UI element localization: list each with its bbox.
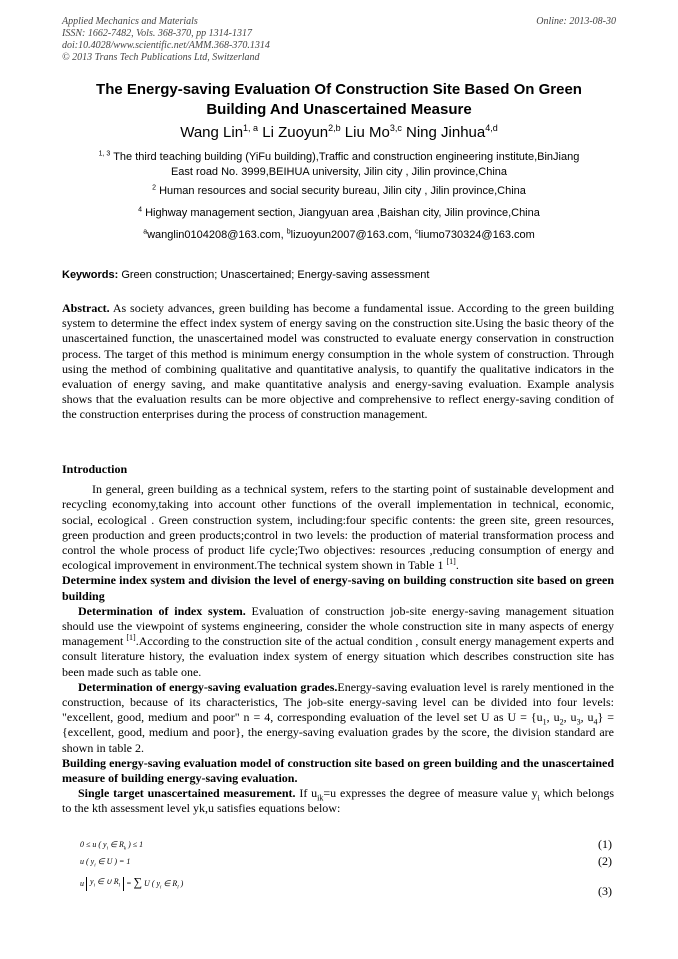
eq3-part: ∈ ∪ R <box>96 877 119 887</box>
single-text-c: which belongs to the kth assessment level yk,u satisfies equations below: <box>62 786 615 816</box>
email-link[interactable]: wanglin0104208@163.com, <box>147 229 284 241</box>
author-name: Li Zuoyun <box>262 124 329 141</box>
affil-sup: 4 <box>138 206 143 214</box>
affil-line: East road No. 3999,BEIHUA university, Jilin city , Jilin province,China <box>170 166 508 178</box>
author-name: Wang Lin <box>180 124 244 141</box>
keywords-label: Keywords: <box>62 269 119 281</box>
keywords <box>62 269 616 281</box>
title-line-2: Building And Unascertained Measure <box>206 101 472 118</box>
single-text-b: =u expresses the degree of measure value y <box>323 786 538 801</box>
eq3-part: u <box>80 879 84 888</box>
online-date: Online: 2013-08-30 <box>536 16 616 27</box>
eq2-part: u ( y <box>80 857 95 866</box>
equation-number-1: (1) <box>598 837 612 851</box>
sum-icon: ∑ <box>133 875 143 889</box>
eq1-part: 0 ≤ u ( y <box>80 840 107 849</box>
affil-sup: 1, 3 <box>98 150 111 158</box>
abstract <box>62 301 614 423</box>
journal-header <box>62 16 616 64</box>
eq2-part: ∈ U ) = 1 <box>97 857 131 866</box>
introduction: Introduction In general, green building as a technical system, refers to the starting point of sustainable development and recycling economy,taking into account other functions of the overall implementation in technical, economic, social, ecological . Green construction system, including:four specific contents: the green site, green resources, green production and green products;control in two levels: the production of material transformation process and control the whole process of product life cycle;Two objectives: resources ,reducing consumption of energy and ecological improvement in environment.The technical system shown in Table 1 [1]. Determine index system and division the level of energy-saving on building construction site based on green building Determination of index system. Evaluation of construction job-site energy-saving management situation should use the viewpoint of systems engineering, consider the whole construction site in many aspects of energy management [1].According to the construction site of the actual condition , consult energy management experts and consult literature history, the evaluation index system of energy situation which describes construction site has been made such as table one. Determination of energy-saving evaluation grades.Energy-saving evaluation level is rarely mentioned in the construction, because of its characteristics, The job-site energy-saving level can be divided into four levels: "excellent, good, medium and poor" n = 4, corresponding evaluation of the level set U as $U = \{u_1$, $u_2$, $u_3$, $u_4$} = {excellent, good, medium and poor}, the energy-saving evaluation grades by the score, the division standard are shown in table 2. Building energy-saving evaluation model of construction site based on green building and the unascertained measure of building energy-saving evaluation. Single target unascertained measurement. If $u_{ik}=u$ expresses the degree of measure value $y_i$ which belongs to the kth assessment level yk,u satisfies equations below: <box>62 462 615 816</box>
affiliation <box>62 184 616 199</box>
eq1-part: ∈ R <box>110 840 124 849</box>
intro-text: In general, green building as a technical system, refers to the starting point of sustainable development and recycling economy,taking into account other functions of the overall implementation in technical, economic, social, ecological . Green construction system, including:four specific contents: the green site, green resources, green production and green products;control in two levels: the production of material transformation process and control the whole process of product life cycle;Two objectives: resources ,reducing consumption of energy and ecological improvement in environment.The technical system shown in Table 1 <box>62 482 614 573</box>
affil-line: Highway management section, Jiangyuan area ,Baishan city, Jilin province,China <box>145 207 540 219</box>
email-list <box>62 228 616 243</box>
eq3-part: = <box>126 879 132 888</box>
doi[interactable]: doi:10.4028/www.scientific.net/AMM.368-370.1314 <box>62 40 270 51</box>
index-text-b: .According to the construction site of the actual condition , consult energy management experts and consult literature history, the evaluation index system of energy situation which describes construction site has been made such as table one. <box>62 634 615 679</box>
copyright: © 2013 Trans Tech Publications Ltd, Switzerland <box>62 52 260 63</box>
grades-label: Determination of energy-saving evaluation grades. <box>78 679 338 694</box>
author-list <box>62 124 616 142</box>
issn: ISSN: 1662-7482, Vols. 368-370, pp 1314-1317 <box>62 28 252 39</box>
eq1-part: ) ≤ 1 <box>128 840 144 849</box>
intro-heading: Introduction <box>62 462 128 476</box>
equation-number-2: (2) <box>598 854 612 868</box>
author-sup: 2,b <box>328 123 341 133</box>
affil-sup: 2 <box>152 184 156 192</box>
author-sup: 3,c <box>389 123 402 133</box>
affil-line: Human resources and social security bureau, Jilin city , Jilin province,China <box>159 185 526 197</box>
single-label: Single target unascertained measurement. <box>78 786 296 801</box>
section3-heading: Building energy-saving evaluation model of construction site based on green building and the unascertained measure of building energy-saving evaluation. <box>62 755 614 786</box>
equation-number-3: (3) <box>598 884 612 898</box>
equation-1: 0 ≤ u ( $y_i$ ∈ $R_k$ ) ≤ 1 <box>80 840 144 852</box>
author-name: Ning Jinhua <box>406 124 486 141</box>
index-label: Determination of index system. <box>78 603 246 618</box>
title-line-1: The Energy-saving Evaluation Of Construction Site Based On Green <box>96 81 582 98</box>
affiliation <box>62 150 616 180</box>
index-ref[interactable]: [1] <box>126 633 136 643</box>
paper-title <box>62 80 616 120</box>
eq3-part: y <box>90 877 94 887</box>
author-sup: 4,d <box>485 123 498 133</box>
grades-text-b: } = {excellent, good, medium and poor}, the energy-saving evaluation grades by the score, the division standard are shown in table 2. <box>62 710 615 755</box>
equation-3: u $y_i$ ∈ ∪ $R_l$ = ∑ U ( $y_i$ ∈ $R_l$ ) <box>80 875 184 891</box>
section2-heading: Determine index system and division the level of energy-saving on building construction site based on green building <box>62 573 614 603</box>
journal-name: Applied Mechanics and Materials <box>62 16 198 27</box>
equation-2: u ( $y_i$ ∈ U ) = 1 <box>80 857 131 869</box>
author-name: Liu Mo <box>344 124 390 141</box>
email-sup: c <box>414 228 419 236</box>
eq3-part: ∈ R <box>163 879 178 888</box>
email-link[interactable]: lizuoyun2007@163.com, <box>290 229 412 241</box>
affil-line: The third teaching building (YiFu building),Traffic and construction engineering institute,BinJiang <box>113 151 580 163</box>
abstract-label: Abstract. <box>62 301 110 315</box>
eq3-part: U ( y <box>144 879 161 888</box>
email-sup: b <box>286 228 291 236</box>
index-text: Evaluation of construction job-site energy-saving management situation should use the viewpoint of systems engineering, consider the whole construction site in many aspects of energy management <box>62 603 615 649</box>
email-link[interactable]: liumo730324@163.com <box>418 229 535 241</box>
author-sup: 1, a <box>243 123 259 133</box>
email-sup: a <box>143 228 148 236</box>
affiliation <box>62 206 616 221</box>
abstract-text: As society advances, green building has become a fundamental issue. According to the green building system to determine the effect index system of energy saving on the construction site.Using the basic theory of the unascertained function, the unascertained model was constructed to evaluate energy conservation in construction process. The target of this method is minimum energy consumption in the whole system of construction. Through using the method of combining qualitative and quantitative analysis, to quantify the qualitative indicators in the evaluation of energy saving, and make quantitative analysis and energy-saving evaluation. Example analysis shows that the evaluation results can be more objective and comprehensive to reflect energy-saving condition of the construction enterprises during the process of construction management. <box>62 301 614 422</box>
eq3-part: ) <box>180 879 184 888</box>
intro-end: . <box>455 558 459 573</box>
grades-text: Energy-saving evaluation level is rarely mentioned in the construction, because of its characteristics, The job-site energy-saving level can be divided into four levels: "excellent, good, medium and poor" n = 4, corresponding evaluation of the level set U as U = {u <box>62 679 614 725</box>
single-text-a: If u <box>299 786 318 801</box>
intro-ref[interactable]: [1] <box>446 557 456 567</box>
keywords-text: Green construction; Unascertained; Energy-saving assessment <box>121 269 430 281</box>
